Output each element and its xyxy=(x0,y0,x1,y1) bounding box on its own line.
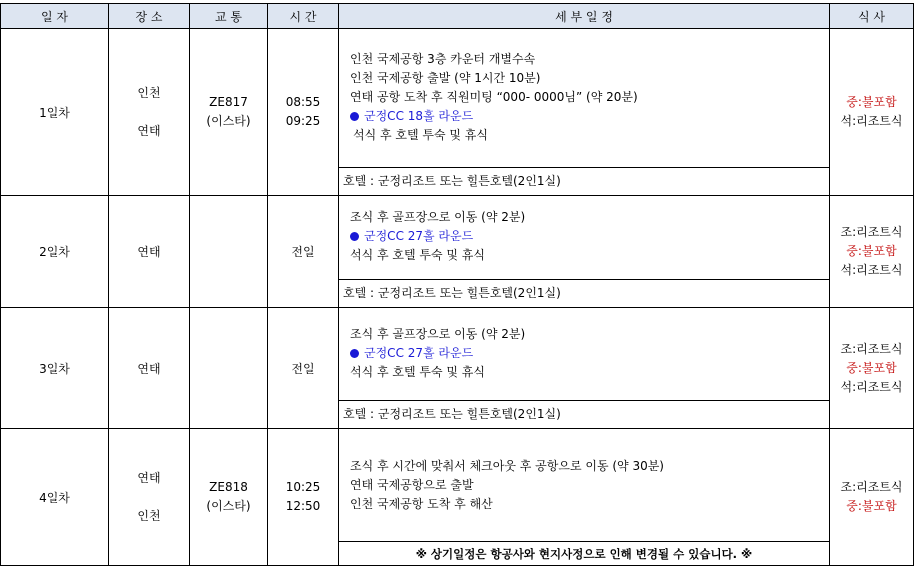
day-1-item-5: 석식 후 호텔 투숙 및 휴식 xyxy=(353,128,488,142)
day-4-item-3: 인천 국제공항 도착 후 해산 xyxy=(350,497,493,511)
day-2-meal-1: 조:리조트식 xyxy=(840,225,903,239)
day-2-item-2 xyxy=(350,228,473,244)
day-2-transport xyxy=(189,195,268,308)
header-place xyxy=(108,3,190,29)
day-3-meal-3: 석:리조트식 xyxy=(840,379,903,394)
day-4-item-2: 연태 국제공항으로 출발 xyxy=(350,478,474,492)
header-day-label: 일 자 xyxy=(41,9,68,24)
day-1-item-1: 인천 국제공항 3층 카운터 개별수속 xyxy=(350,52,536,66)
day-1-hotel xyxy=(338,167,830,196)
day-1-time-1: 08:55 xyxy=(285,95,321,109)
day-2-label xyxy=(0,195,109,308)
day-3-meal-1: 조:리조트식 xyxy=(840,341,903,356)
day-4-item-1: 조식 후 시간에 맞춰서 체크아웃 후 공항으로 이동 (약 30분) xyxy=(350,459,664,473)
day-1-text: 1일차 xyxy=(39,105,70,120)
day-1-place-1: 인천 xyxy=(137,85,161,100)
day-4-time xyxy=(267,428,339,566)
day-1-hotel-text: 호텔 : 군정리조트 또는 힐튼호텔(2인1실) xyxy=(343,174,561,188)
day-1-transport xyxy=(189,28,268,196)
header-schedule-label: 세 부 일 정 xyxy=(555,9,613,24)
day-4-airline: (이스타) xyxy=(206,499,251,513)
day-3-meal xyxy=(829,307,914,429)
day-3-meal-2: 중:불포함 xyxy=(846,360,897,375)
day-1-item-2: 인천 국제공항 출발 (약 1시간 10분) xyxy=(350,71,541,85)
day-2-meal xyxy=(829,195,914,308)
day-3-time xyxy=(267,307,339,429)
day-1-meal-2: 석:리조트식 xyxy=(840,114,903,128)
day-3-place-1: 연태 xyxy=(137,361,161,376)
day-3-round: 군정CC 27홀 라운드 xyxy=(364,346,474,360)
day-1-meal xyxy=(829,28,914,196)
day-1-schedule xyxy=(338,28,830,168)
day-3-time-1: 전일 xyxy=(291,361,315,376)
day-2-round: 군정CC 27홀 라운드 xyxy=(364,229,474,243)
day-4-note xyxy=(338,541,830,566)
day-3-item-1: 조식 후 골프장으로 이동 (약 2분) xyxy=(350,327,526,341)
day-1-place xyxy=(108,28,190,196)
day-2-item-1: 조식 후 골프장으로 이동 (약 2분) xyxy=(350,210,526,224)
day-4-time-1: 10:25 xyxy=(285,480,321,494)
day-4-place xyxy=(108,428,190,566)
header-time-label: 시 간 xyxy=(289,9,317,24)
day-2-place-1: 연태 xyxy=(137,245,161,259)
day-3-schedule xyxy=(338,307,830,401)
bullet-dot-icon xyxy=(350,112,359,121)
day-2-hotel xyxy=(338,279,830,308)
day-1-airline: (이스타) xyxy=(206,114,251,128)
day-2-schedule xyxy=(338,195,830,280)
day-3-transport xyxy=(189,307,268,429)
day-1-item-4 xyxy=(350,108,473,124)
day-1-time-2: 09:25 xyxy=(285,114,321,128)
day-2-time-1: 전일 xyxy=(291,245,315,259)
day-4-note-text: ※ 상기일정은 항공사와 현지사정으로 인해 변경될 수 있습니다. ※ xyxy=(415,546,753,561)
day-4-place-1: 연태 xyxy=(137,470,161,485)
bullet-dot-icon xyxy=(350,349,359,358)
day-2-meal-2: 중:불포함 xyxy=(846,244,897,258)
day-1-meal-1: 중:불포함 xyxy=(846,95,897,109)
day-3-label xyxy=(0,307,109,429)
header-transport xyxy=(189,3,268,29)
bullet-dot-icon xyxy=(350,232,359,241)
day-4-transport xyxy=(189,428,268,566)
header-day xyxy=(0,3,109,29)
day-2-item-3: 석식 후 호텔 투숙 및 휴식 xyxy=(350,248,485,262)
header-schedule xyxy=(338,3,830,29)
day-4-place-2: 인천 xyxy=(137,508,161,523)
day-4-schedule xyxy=(338,428,830,542)
day-2-time xyxy=(267,195,339,308)
header-meal-label: 식 사 xyxy=(858,9,885,24)
day-1-label xyxy=(0,28,109,196)
day-4-meal-1: 조:리조트식 xyxy=(840,480,903,494)
header-time xyxy=(267,3,339,29)
day-3-item-2 xyxy=(350,345,473,361)
day-2-place xyxy=(108,195,190,308)
day-4-time-2: 12:50 xyxy=(285,499,321,513)
day-4-label xyxy=(0,428,109,566)
day-1-item-3: 연태 공항 도착 후 직원미팅 “000- 0000님” (약 20분) xyxy=(350,90,638,104)
day-3-text: 3일차 xyxy=(39,361,70,376)
day-1-flight: ZE817 xyxy=(209,95,248,109)
day-2-text: 2일차 xyxy=(39,245,70,259)
header-transport-label: 교 통 xyxy=(215,9,242,24)
day-3-hotel xyxy=(338,400,830,429)
day-1-round: 군정CC 18홀 라운드 xyxy=(364,109,474,123)
day-3-place xyxy=(108,307,190,429)
header-meal xyxy=(829,3,914,29)
day-2-meal-3: 석:리조트식 xyxy=(840,263,903,277)
day-4-flight: ZE818 xyxy=(209,480,248,494)
day-1-place-2: 연태 xyxy=(137,123,161,138)
day-4-text: 4일차 xyxy=(39,490,70,505)
day-2-hotel-text: 호텔 : 군정리조트 또는 힐튼호텔(2인1실) xyxy=(343,286,561,300)
day-4-meal-2: 중:불포함 xyxy=(846,499,897,513)
header-place-label: 장 소 xyxy=(135,9,163,24)
day-3-item-3: 석식 후 호텔 투숙 및 휴식 xyxy=(350,365,485,379)
day-3-hotel-text: 호텔 : 군정리조트 또는 힐튼호텔(2인1실) xyxy=(343,407,561,421)
day-4-meal xyxy=(829,428,914,566)
day-1-time xyxy=(267,28,339,196)
